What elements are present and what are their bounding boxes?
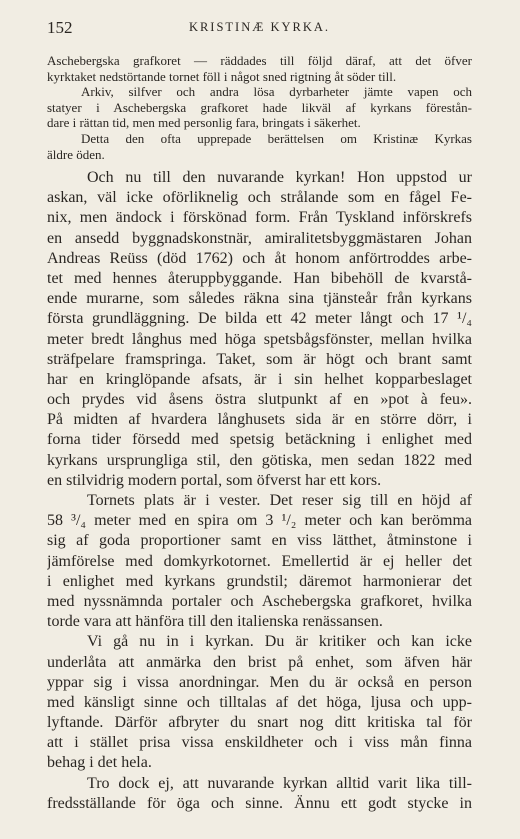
text-line: första grundläggning. De bilda ett 42 meter långt och 17 ¹/₄	[47, 310, 472, 328]
text-line: Arkiv, silfver och andra lösa dyrbarheter jämte vapen och	[81, 84, 472, 100]
text-line: På midten af hvardera långhusets sida är en större dörr, i	[47, 411, 472, 429]
text-line: en ansedd byggnadskonstnär, amiralitetsbyggmästaren Johan	[47, 229, 472, 247]
text-line: nix, men ändock i förskönad form. Från Tyskland införskrefs	[47, 209, 472, 227]
text-line: tet med hennes återuppbyggande. Han bibehöll de kvarstå-	[47, 269, 472, 287]
text-line: askan, väl icke oförliknelig och strålande som en fågel Fe-	[47, 189, 472, 207]
text-line: har en kringlöpande afsats, är i sin helhet kopparbeslaget	[47, 370, 472, 388]
page-number: 152	[47, 18, 73, 37]
text-line: i enlighet med kyrkans grundstil; däremot harmonierar det	[47, 572, 472, 590]
text-line: 58 ³/₄ meter med en spira om 3 ¹/₂ meter och kan berömma	[47, 512, 472, 530]
text-line: yppar sig i vissa anordningar. Men du är också en person	[47, 673, 472, 691]
text-line: Tornets plats är i vester. Det reser sig till en höjd af	[87, 492, 472, 509]
text-line: meter bredt långhus med höga spetsbågsfönster, mellan hvilka	[47, 330, 472, 348]
text-line: sig af goda proportioner samt en viss lätthet, åtminstone i	[47, 532, 472, 550]
text-line: lyftande. Därför afbryter du snart nog ditt kritiska tal för	[47, 714, 472, 732]
text-line: Tro dock ej, att nuvarande kyrkan alltid varit lika till-	[87, 774, 472, 792]
text-line: torde vara att hänföra till den italienska renässansen.	[47, 613, 383, 631]
main-body-text	[47, 168, 472, 814]
text-line: med känsligt sinne och tilltalas af det höga, ljusa och upp-	[47, 693, 472, 711]
running-title: KRISTINÆ KYRKA.	[188, 20, 331, 34]
text-line: och prydes vid åsens östra slutpunkt af en »pot à feu».	[47, 391, 472, 409]
text-line: Detta den ofta upprepade berättelsen om Kristinæ Kyrkas	[81, 130, 472, 146]
text-line: en stilvidrig modern portal, som öfverst har ett kors.	[47, 471, 382, 489]
text-line: behag i det hela.	[47, 754, 152, 772]
text-line: att i stället prisa vissa enskildheter och i viss mån finna	[47, 734, 472, 752]
text-line: sträfpelare framspringa. Taket, som är högt och brant samt	[47, 350, 472, 368]
text-line: kyrkans ursprungliga stil, den götiska, men sedan 1822 med	[47, 451, 472, 469]
text-line: dare i rättan tid, men med personlig fara, bringats i säkerhet.	[47, 115, 361, 131]
text-line: Vi gå nu in i kyrkan. Du är kritiker och kan icke	[87, 633, 472, 651]
text-line: med nyssnämnda portaler och Aschebergska grafkoret, hvilka	[47, 592, 472, 610]
text-line: Och nu till den nuvarande kyrkan! Hon uppstod ur	[87, 169, 472, 186]
text-line: underlåta att anmärka den brist på enhet, som äfven här	[47, 653, 472, 671]
text-line: statyer i Aschebergska grafkoret hade likväl af kyrkans förestån-	[47, 99, 472, 115]
text-line: äldre öden.	[47, 146, 105, 162]
text-line: forna tider försedd med spetsig betäckning i enlighet med	[47, 431, 472, 449]
page-header	[47, 18, 472, 40]
text-line: ende murarne, som således räkna sina tjänsteår från kyrkans	[47, 290, 472, 308]
text-line: Andreas Reüss (död 1762) och åt honom anförtroddes arbe-	[47, 249, 472, 267]
text-line: Aschebergska grafkoret — räddades till följd däraf, att det öfver	[47, 53, 472, 68]
text-line: jämförelse med domkyrkotornet. Emellertid är ej heller det	[47, 552, 472, 570]
small-print-paragraphs	[47, 53, 472, 162]
text-line: fredsställande för öga och sinne. Ännu ett godt stycke in	[47, 794, 472, 812]
text-line: kyrktaket nedstörtande tornet föll i något sned rigtning åt söder till.	[47, 68, 397, 84]
